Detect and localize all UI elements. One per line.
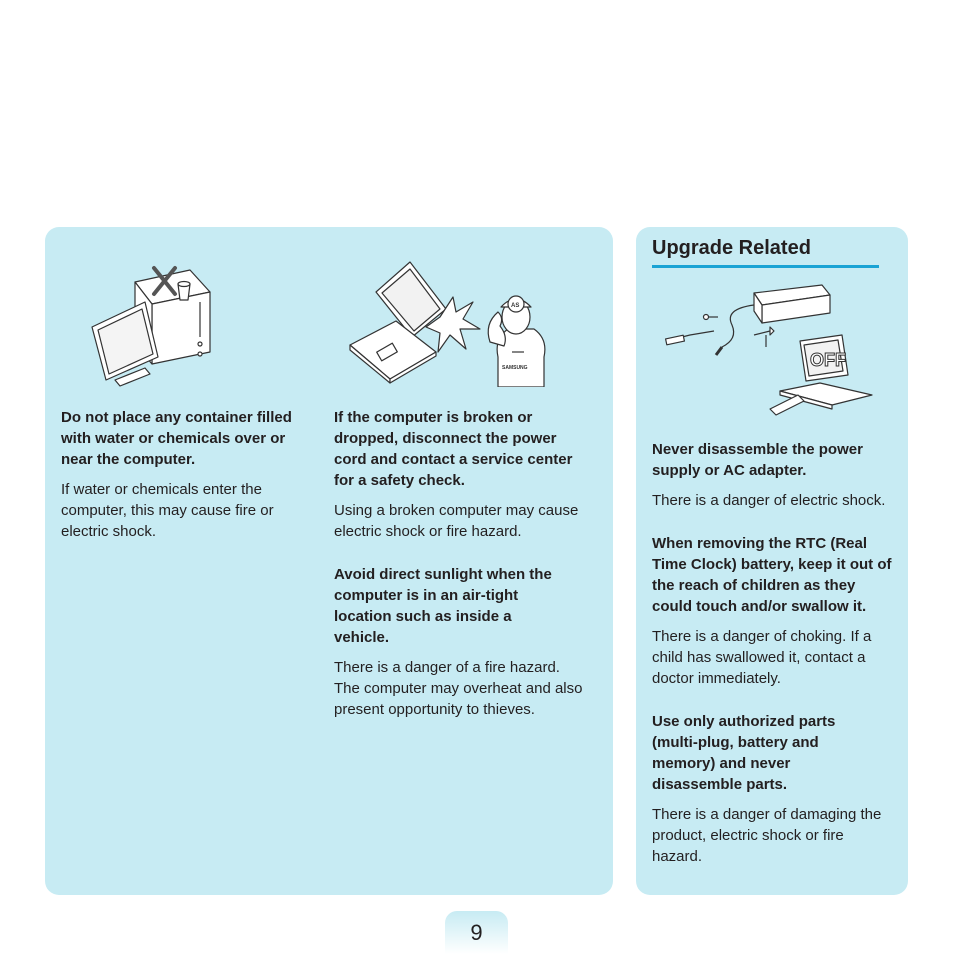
col1-warning: Do not place any container filled with water or chemicals over or near the computer. (61, 409, 292, 468)
upgrade-warning-3: Use only authorized parts (multi-plug, battery and memory) and never disassemble parts. (652, 713, 836, 793)
section-title: Upgrade Related (652, 237, 811, 259)
page-number: 9 (445, 911, 508, 954)
upgrade-warning-1: Never disassemble the power supply or AC adapter. (652, 441, 863, 479)
service-badge-text: AS (511, 303, 520, 309)
upgrade-detail-1: There is a danger of electric shock. (652, 492, 886, 509)
upgrade-text (652, 439, 897, 867)
adapter-tools-laptop-illustration (662, 283, 882, 423)
safety-panel-left (45, 227, 613, 895)
col2-warning-2: Avoid direct sunlight when the computer is in an air-tight location such as inside a vehicle. (334, 566, 552, 646)
off-label: OFF (810, 350, 846, 370)
upgrade-related-panel (636, 227, 908, 895)
col2-detail-2: There is a danger of a fire hazard. The computer may overheat and also present opportunity to thieves. (334, 659, 583, 718)
col1-text (61, 407, 316, 542)
service-shirt-text: SAMSUNG (502, 365, 528, 371)
broken-laptop-service-illustration (348, 257, 553, 387)
col2-detail-1: Using a broken computer may cause electric shock or fire hazard. (334, 502, 579, 540)
col2-warning-1: If the computer is broken or dropped, disconnect the power cord and contact a service center for a safety check. (334, 409, 573, 489)
upgrade-detail-3: There is a danger of damaging the product, electric shock or fire hazard. (652, 806, 882, 865)
upgrade-warning-2: When removing the RTC (Real Time Clock) battery, keep it out of the reach of children as they could touch and/or swallow it. (652, 535, 892, 615)
col2-text (334, 407, 589, 720)
col1-detail: If water or chemicals enter the computer, this may cause fire or electric shock. (61, 481, 274, 540)
container-on-computer-illustration (90, 262, 220, 387)
upgrade-detail-2: There is a danger of choking. If a child has swallowed it, contact a doctor immediately. (652, 628, 872, 687)
title-underline (652, 265, 879, 268)
